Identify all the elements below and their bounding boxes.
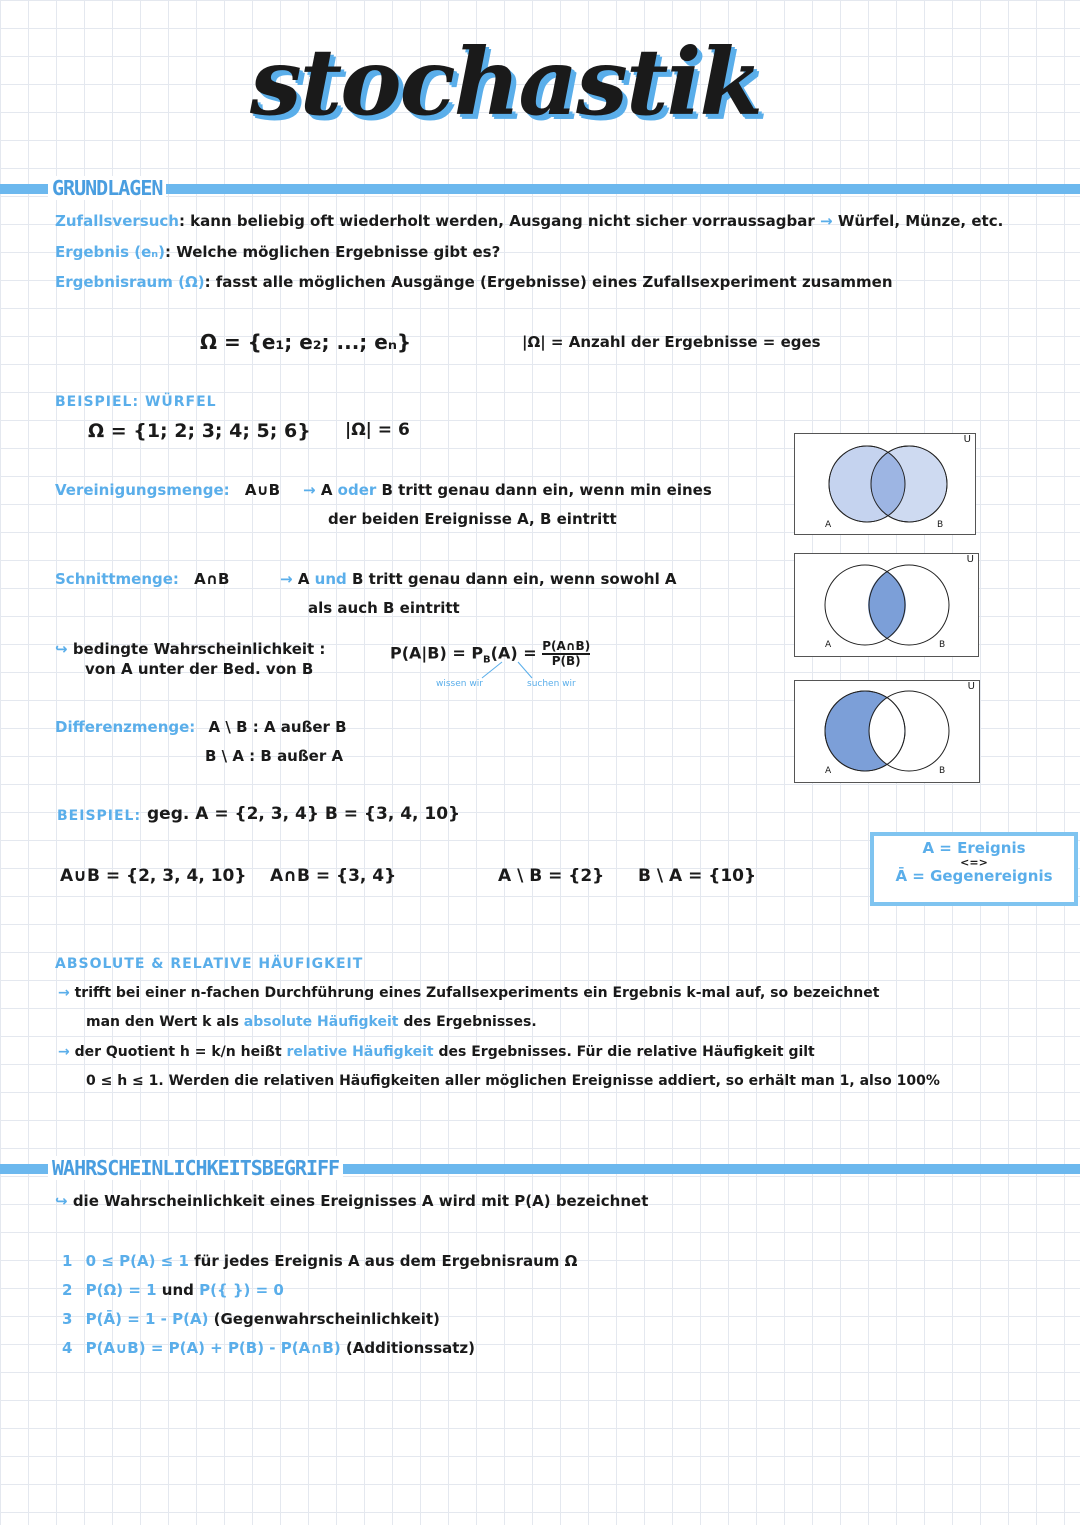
arrow-icon: → xyxy=(303,481,316,499)
haeufigkeit-p2-b: 0 ≤ h ≤ 1. Werden die relativen Häufigkeiten aller möglichen Ereignisse addiert, so erhält man 1, also 100% xyxy=(86,1073,940,1089)
schnitt-explanation-2: als auch B eintritt xyxy=(308,599,460,617)
term-differenzmenge: Differenzmenge: xyxy=(55,718,196,736)
section-heading-grundlagen: GRUNDLAGEN xyxy=(48,176,166,200)
venn-universe-label: U xyxy=(966,554,974,565)
bedingt-line-2: von A unter der Bed. von B xyxy=(85,660,314,678)
ergebnisraum-line: Ergebnisraum (Ω): fasst alle möglichen Ausgänge (Ergebnisse) eines Zufallsexperiment zusammen xyxy=(55,273,893,291)
omega-cardinality: |Ω| = Anzahl der Ergebnisse = eges xyxy=(522,333,821,351)
hook-arrow-icon: ↪ xyxy=(55,1192,68,1210)
rule-2: 2 P(Ω) = 1 und P({ }) = 0 xyxy=(62,1281,284,1299)
vereinigung-explanation-2: der beiden Ereignisse A, B eintritt xyxy=(328,510,617,528)
beispiel-union: A∪B = {2, 3, 4, 10} xyxy=(60,866,247,886)
venn-a-label: A xyxy=(825,640,832,650)
differenz-line-2: B \ A : B außer A xyxy=(205,747,344,765)
rule-4: 4 P(A∪B) = P(A) + P(B) - P(A∩B) (Additionssatz) xyxy=(62,1339,476,1357)
venn-universe-label: U xyxy=(963,434,971,445)
venn-universe-label: U xyxy=(967,681,975,692)
venn-a-label: A xyxy=(825,766,832,776)
venn-b-label: B xyxy=(939,766,946,776)
ereignis-box xyxy=(870,832,1078,906)
rule-number: 1 xyxy=(62,1252,73,1270)
beispiel-a-minus-b: A \ B = {2} xyxy=(498,866,605,886)
zufallsversuch-line: Zufallsversuch: kann beliebig oft wiederholt werden, Ausgang nicht sicher vorraussagbar → Würfel, Münze, etc. xyxy=(55,212,1004,230)
arrow-icon: → xyxy=(820,212,833,230)
venn-b-label: B xyxy=(937,520,944,530)
arrow-icon: → xyxy=(280,570,293,588)
wahrscheinlichkeit-intro: ↪ die Wahrscheinlichkeit eines Ereignisses A wird mit P(A) bezeichnet xyxy=(55,1192,649,1210)
rule-number: 2 xyxy=(62,1281,73,1299)
wuerfel-omega: Ω = {1; 2; 3; 4; 5; 6} xyxy=(88,420,311,442)
note-wissen-wir: wissen wir xyxy=(436,679,483,689)
venn-b-label: B xyxy=(939,640,946,650)
term-zufallsversuch: Zufallsversuch xyxy=(55,212,179,230)
rule-3: 3 P(Ā) = 1 - P(A) (Gegenwahrscheinlichkeit) xyxy=(62,1310,440,1328)
omega-definition: Ω = {e₁; e₂; ...; eₙ} xyxy=(200,330,412,354)
schnitt-explanation: → A und B tritt genau dann ein, wenn sowohl A xyxy=(280,570,677,588)
haeufigkeit-p1-b: man den Wert k als absolute Häufigkeit des Ergebnisses. xyxy=(86,1014,537,1030)
haeufigkeit-p1: → trifft bei einer n-fachen Durchführung eines Zufallsexperiments ein Ergebnis k-mal auf, so bezeichnet xyxy=(58,985,880,1001)
rule-number: 4 xyxy=(62,1339,73,1357)
venn-intersection xyxy=(794,553,979,657)
term-ergebnis: Ergebnis (eₙ) xyxy=(55,243,165,261)
ereignis-box-line1: A = Ereignis xyxy=(922,839,1026,857)
arrow-icon: → xyxy=(58,985,70,1001)
beispiel-intersection: A∩B = {3, 4} xyxy=(270,866,397,886)
section-heading-wahrscheinlichkeit: WAHRSCHEINLICHKEITSBEGRIFF xyxy=(48,1156,343,1180)
venn-union xyxy=(794,433,976,535)
rule-1: 1 0 ≤ P(A) ≤ 1 für jedes Ereignis A aus dem Ergebnisraum Ω xyxy=(62,1252,578,1270)
wuerfel-cardinality: |Ω| = 6 xyxy=(345,420,410,440)
arrow-icon: → xyxy=(58,1044,70,1060)
venn-difference xyxy=(794,680,980,783)
section-heading-haeufigkeit: ABSOLUTE & RELATIVE HÄUFIGKEIT xyxy=(55,956,364,972)
bedingt-line: ↪ bedingte Wahrscheinlichkeit : xyxy=(55,640,326,658)
ereignis-box-line3: Ā = Gegenereignis xyxy=(895,867,1053,885)
term-ergebnisraum: Ergebnisraum (Ω) xyxy=(55,273,205,291)
note-suchen-wir: suchen wir xyxy=(527,679,576,689)
section-heading-beispiel: BEISPIEL: xyxy=(57,808,142,824)
rule-number: 3 xyxy=(62,1310,73,1328)
beispiel-given: geg. A = {2, 3, 4} B = {3, 4, 10} xyxy=(147,804,461,824)
venn-a-label: A xyxy=(825,520,832,530)
schnitt-line: Schnittmenge: A∩B xyxy=(55,570,230,588)
page-title: stochastik xyxy=(250,28,762,136)
ergebnis-line: Ergebnis (eₙ): Welche möglichen Ergebnisse gibt es? xyxy=(55,243,501,261)
hook-arrow-icon: ↪ xyxy=(55,640,68,658)
vereinigung-line: Vereinigungsmenge: A∪B xyxy=(55,481,281,499)
haeufigkeit-p2: → der Quotient h = k/n heißt relative Häufigkeit des Ergebnisses. Für die relative Häufigkeit gilt xyxy=(58,1044,815,1060)
bedingt-formula: $P(A|B) = P_B(A)$ = $\frac{P(A\cap B)}{P(B)}$ xyxy=(390,639,591,668)
vereinigung-explanation: → A oder B tritt genau dann ein, wenn min eines xyxy=(303,481,712,499)
term-vereinigungsmenge: Vereinigungsmenge: xyxy=(55,481,230,499)
beispiel-b-minus-a: B \ A = {10} xyxy=(638,866,757,886)
section-heading-beispiel-wuerfel: BEISPIEL: WÜRFEL xyxy=(55,394,217,410)
ereignis-box-line2: <=> xyxy=(960,856,988,869)
differenz-line: Differenzmenge: A \ B : A außer B xyxy=(55,718,347,736)
term-schnittmenge: Schnittmenge: xyxy=(55,570,179,588)
